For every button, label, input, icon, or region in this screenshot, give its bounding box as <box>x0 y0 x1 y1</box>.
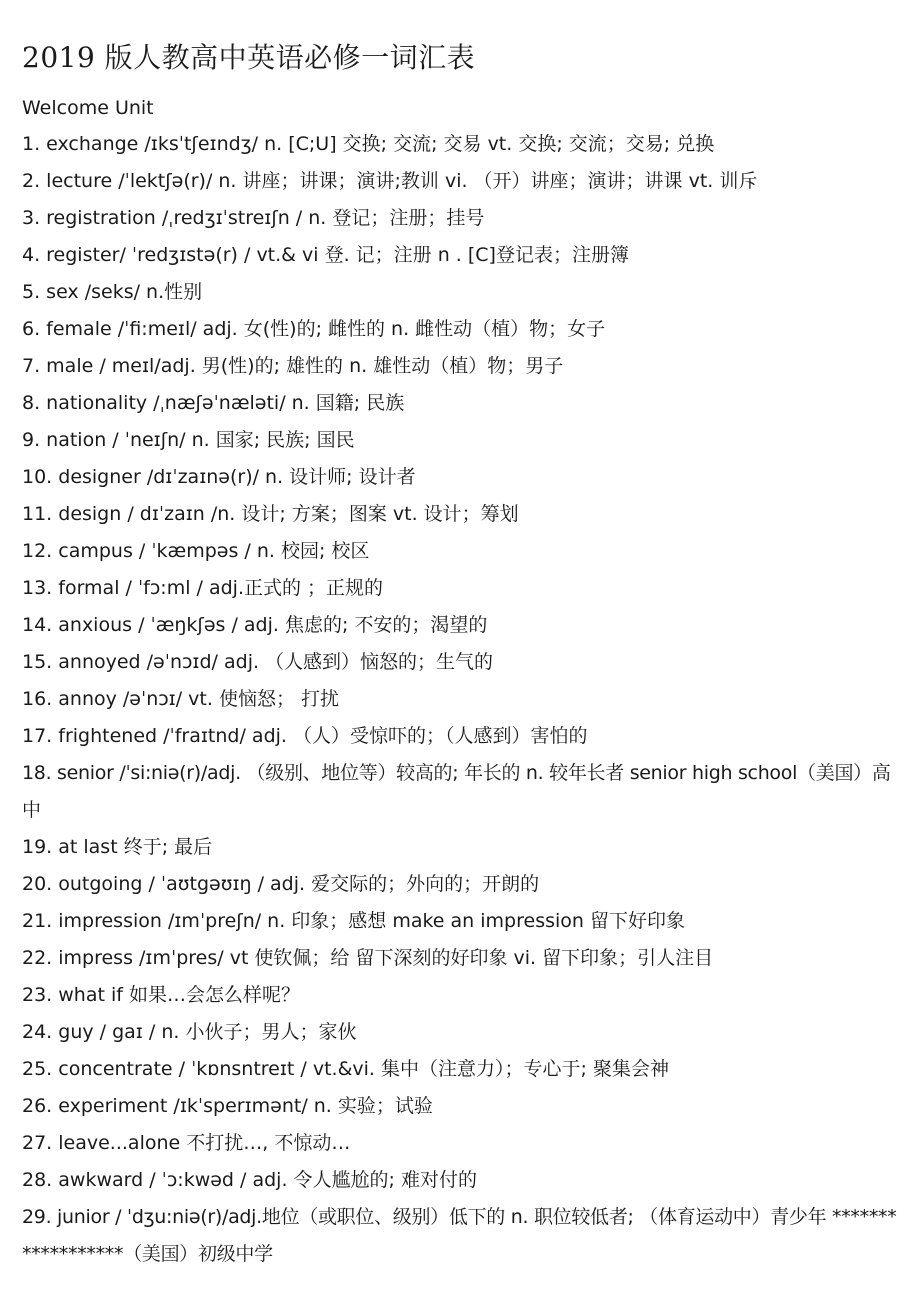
vocab-item-16: 16. annoy /əˈnɔɪ/ vt. 使恼怒； 打扰 <box>22 688 339 710</box>
vocab-item-14: 14. anxious / ˈæŋkʃəs / adj. 焦虑的; 不安的；渴望的 <box>22 614 488 636</box>
vocab-item-27: 27. leave...alone 不打扰…, 不惊动… <box>22 1132 351 1154</box>
vocab-item-6: 6. female /ˈfi:meɪl/ adj. 女(性)的; 雌性的 n. 雌性动（植）物；女子 <box>22 318 606 340</box>
vocab-item-23: 23. what if 如果…会怎么样呢？ <box>22 984 300 1006</box>
vocab-item-10: 10. designer /dɪˈzaɪnə(r)/ n. 设计师; 设计者 <box>22 466 416 488</box>
vocab-item-7: 7. male / meɪl/adj. 男(性)的; 雄性的 n. 雄性动（植）物；男子 <box>22 355 564 377</box>
vocabulary-list <box>22 126 902 1273</box>
vocab-item-5: 5. sex /seks/ n.性别 <box>22 281 203 303</box>
vocab-item-1: 1. exchange /ɪksˈtʃeɪndʒ/ n. [C;U] 交换; 交流; 交易 vt. 交换; 交流；交易; 兑换 <box>22 133 715 155</box>
vocab-item-25: 25. concentrate / ˈkɒnsntreɪt / vt.&vi. 集中（注意力）；专心于; 聚集会神 <box>22 1058 669 1080</box>
vocab-item-9: 9. nation / ˈneɪʃn/ n. 国家; 民族; 国民 <box>22 429 355 451</box>
vocab-item-3: 3. registration /ˌredʒɪˈstreɪʃn / n. 登记；注册；挂号 <box>22 207 485 229</box>
vocab-item-24: 24. guy / gaɪ / n. 小伙子；男人；家伙 <box>22 1021 357 1043</box>
vocab-item-28: 28. awkward / ˈɔ:kwəd / adj. 令人尴尬的; 难对付的 <box>22 1169 477 1191</box>
vocab-item-22: 22. impress /ɪmˈpres/ vt 使钦佩；给 留下深刻的好印象 vi. 留下印象；引人注目 <box>22 947 714 969</box>
vocab-item-29: 29. junior / ˈdʒu:niə(r)/adj.地位（或职位、级别）低下的 n. 职位较低者; （体育运动中）青少年 ******************（美国）初级中学 <box>22 1206 897 1265</box>
vocab-item-18: 18. senior /ˈsi:niə(r)/adj. （级别、地位等）较高的; 年长的 n. 较年长者 senior high school（美国）高中 <box>22 762 891 821</box>
vocab-item-12: 12. campus / ˈkæmpəs / n. 校园; 校区 <box>22 540 370 562</box>
vocab-item-15: 15. annoyed /əˈnɔɪd/ adj. （人感到）恼怒的；生气的 <box>22 651 494 673</box>
vocab-item-26: 26. experiment /ɪkˈsperɪmənt/ n. 实验；试验 <box>22 1095 433 1117</box>
vocab-item-17: 17. frightened /ˈfraɪtnd/ adj. （人）受惊吓的；（人感到）害怕的 <box>22 725 588 747</box>
document-page <box>22 34 902 1273</box>
vocab-item-8: 8. nationality /ˌnæʃəˈnæləti/ n. 国籍; 民族 <box>22 392 405 414</box>
vocab-item-20: 20. outgoing / ˈaʊtgəʊɪŋ / adj. 爱交际的；外向的；开朗的 <box>22 873 540 895</box>
vocab-item-21: 21. impression /ɪmˈpreʃn/ n. 印象；感想 make an impression 留下好印象 <box>22 910 685 932</box>
vocab-item-13: 13. formal / ˈfɔ:ml / adj.正式的 ；正规的 <box>22 577 384 599</box>
vocab-item-2: 2. lecture /ˈlektʃə(r)/ n. 讲座；讲课；演讲;教训 vi. （开）讲座；演讲；讲课 vt. 训斥 <box>22 170 758 192</box>
page-title: 2019 版人教高中英语必修一词汇表 <box>22 41 476 74</box>
vocab-item-19: 19. at last 终于; 最后 <box>22 836 213 858</box>
vocab-item-11: 11. design / dɪˈzaɪn /n. 设计; 方案；图案 vt. 设计；筹划 <box>22 503 519 525</box>
unit-heading: Welcome Unit <box>22 97 154 119</box>
vocab-item-4: 4. register/ ˈredʒɪstə(r) / vt.& vi 登. 记；注册 n . [C]登记表；注册簿 <box>22 244 629 266</box>
